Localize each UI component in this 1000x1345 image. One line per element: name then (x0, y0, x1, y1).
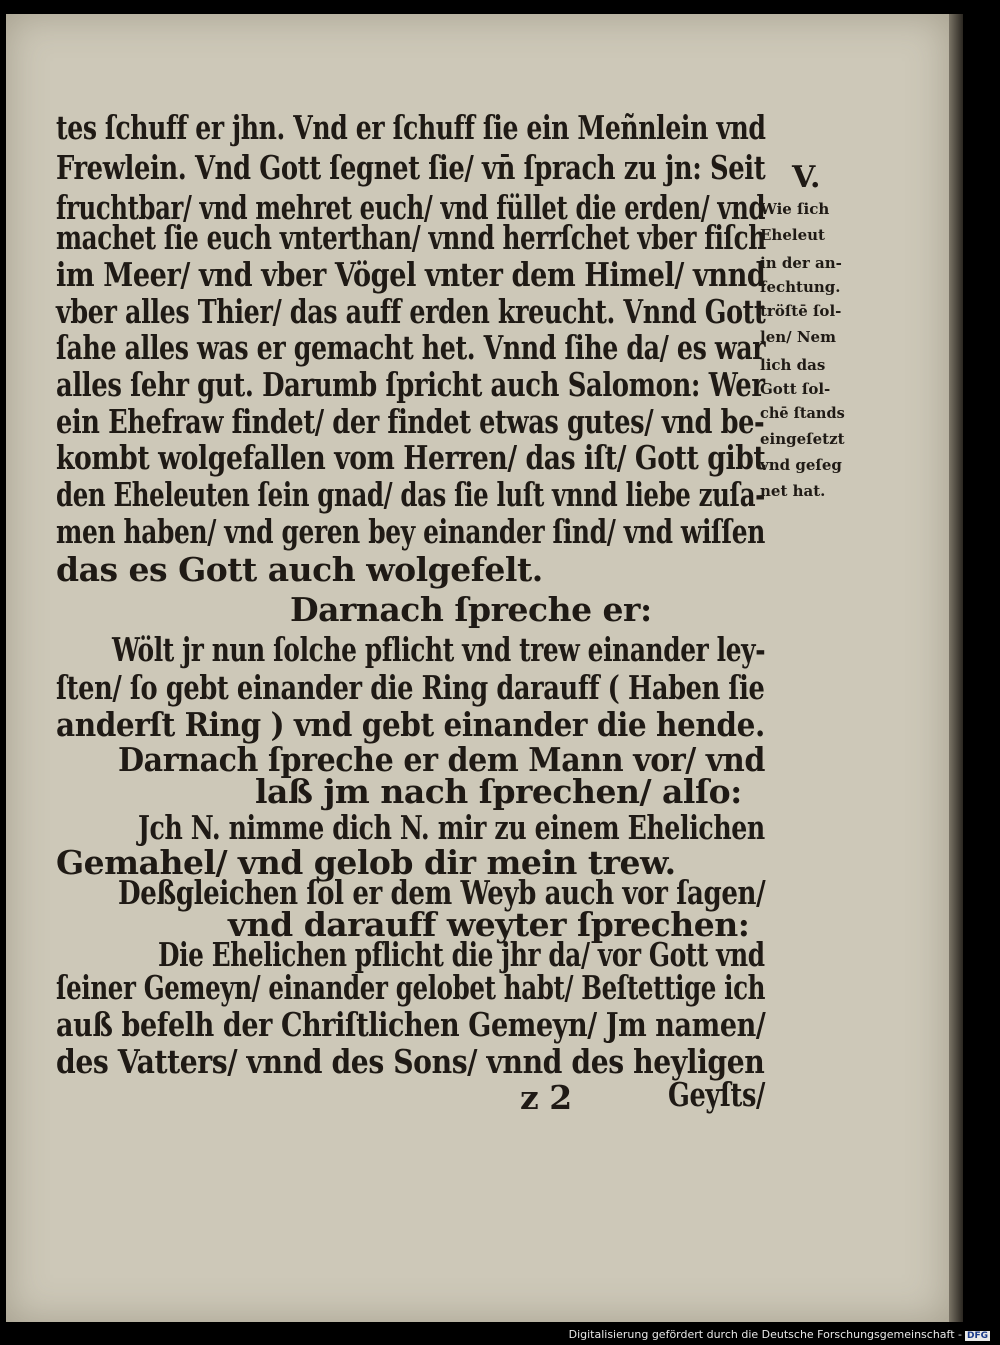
text-line: ein Ehefraw findet/ der findet etwas gutes/ vnd be- (56, 402, 765, 441)
margin-line: net hat. (760, 482, 826, 500)
text-line: vnd darauff weyter ſprechen: (228, 905, 750, 944)
margin-line: lich das (760, 356, 826, 374)
text-line: machet ſie euch vnterthan/ vnnd herrſchet vber fiſch (56, 218, 766, 257)
text-line: ſahe alles was er gemacht het. Vnnd ſihe da/ es war (56, 328, 766, 367)
text-line: den Eheleuten ſein gnad/ das ſie luſt vnnd liebe zuſa- (56, 475, 765, 514)
text-line: vber alles Thier/ das auff erden kreucht. Vnnd Gott (56, 292, 766, 331)
margin-line: chē ſtands (760, 404, 845, 422)
text-line: Die Ehelichen pflicht die jhr da/ vor Gott vnd (158, 935, 765, 974)
margin-line: len/ Nem (760, 328, 836, 346)
text-line: Darnach ſpreche er: (290, 590, 652, 629)
margin-line: tröſtē ſol- (760, 302, 842, 320)
margin-line: Wie ſich (760, 200, 830, 218)
credit-text: Digitalisierung gefördert durch die Deutsche Forschungsgemeinschaft - (568, 1328, 962, 1341)
text-line: fruchtbar/ vnd mehret euch/ vnd füllet die erden/ vnd (56, 188, 766, 227)
digitization-credit (569, 1328, 990, 1341)
margin-line: Gott ſol- (760, 380, 831, 398)
margin-line: fechtung. (760, 278, 841, 296)
text-line: ſten/ ſo gebt einander die Ring darauff ( Haben ſie (56, 668, 765, 707)
dfg-logo: DFG (966, 1331, 988, 1341)
margin-line: Eheleut (760, 226, 825, 244)
text-line: alles ſehr gut. Darumb ſpricht auch Salomon: Wer (56, 365, 765, 404)
page-edge (949, 14, 963, 1322)
text-line: tes ſchuff er jhn. Vnd er ſchuff ſie ein Meñnlein vnd (56, 108, 766, 147)
text-line: das es Gott auch wolgefelt. (56, 550, 543, 589)
text-line: z 2 (520, 1078, 572, 1117)
text-line: auß befelh der Chriſtlichen Gemeyn/ Jm namen/ (56, 1005, 766, 1044)
text-line: des Vatters/ vnnd des Sons/ vnnd des heyligen (56, 1042, 765, 1081)
text-line: kombt wolgefallen vom Herren/ das iſt/ Gott gibt (56, 438, 766, 477)
text-line: im Meer/ vnd vber Vögel vnter dem Himel/ vnnd (56, 255, 766, 294)
text-line: Geyſts/ (668, 1075, 765, 1114)
text-line: Darnach ſpreche er dem Mann vor/ vnd (118, 740, 766, 779)
margin-line: in der an- (760, 254, 842, 272)
text-line: ſeiner Gemeyn/ einander gelobet habt/ Beſtettige ich (56, 968, 766, 1007)
text-line: Gemahel/ vnd gelob dir mein trew. (56, 843, 676, 882)
text-line: Jch N. nimme dich N. mir zu einem Ehelichen (138, 808, 765, 847)
text-line: laß jm nach ſprechen/ alſo: (255, 772, 742, 811)
margin-line: eingeſetzt (760, 430, 845, 448)
text-line: Deßgleichen ſol er dem Weyb auch vor ſagen/ (118, 873, 766, 912)
text-line: men haben/ vnd geren bey einander ſind/ vnd wiſſen (56, 512, 765, 551)
margin-line: V. (792, 160, 821, 195)
text-line: Frewlein. Vnd Gott ſegnet ſie/ vn̄ ſprach zu jn: Seit (56, 148, 766, 187)
text-line: anderſt Ring ) vnd gebt einander die hende. (56, 705, 765, 744)
text-line: Wölt jr nun ſolche pflicht vnd trew einander ley- (112, 630, 766, 669)
margin-line: vnd geſeg (760, 456, 842, 474)
